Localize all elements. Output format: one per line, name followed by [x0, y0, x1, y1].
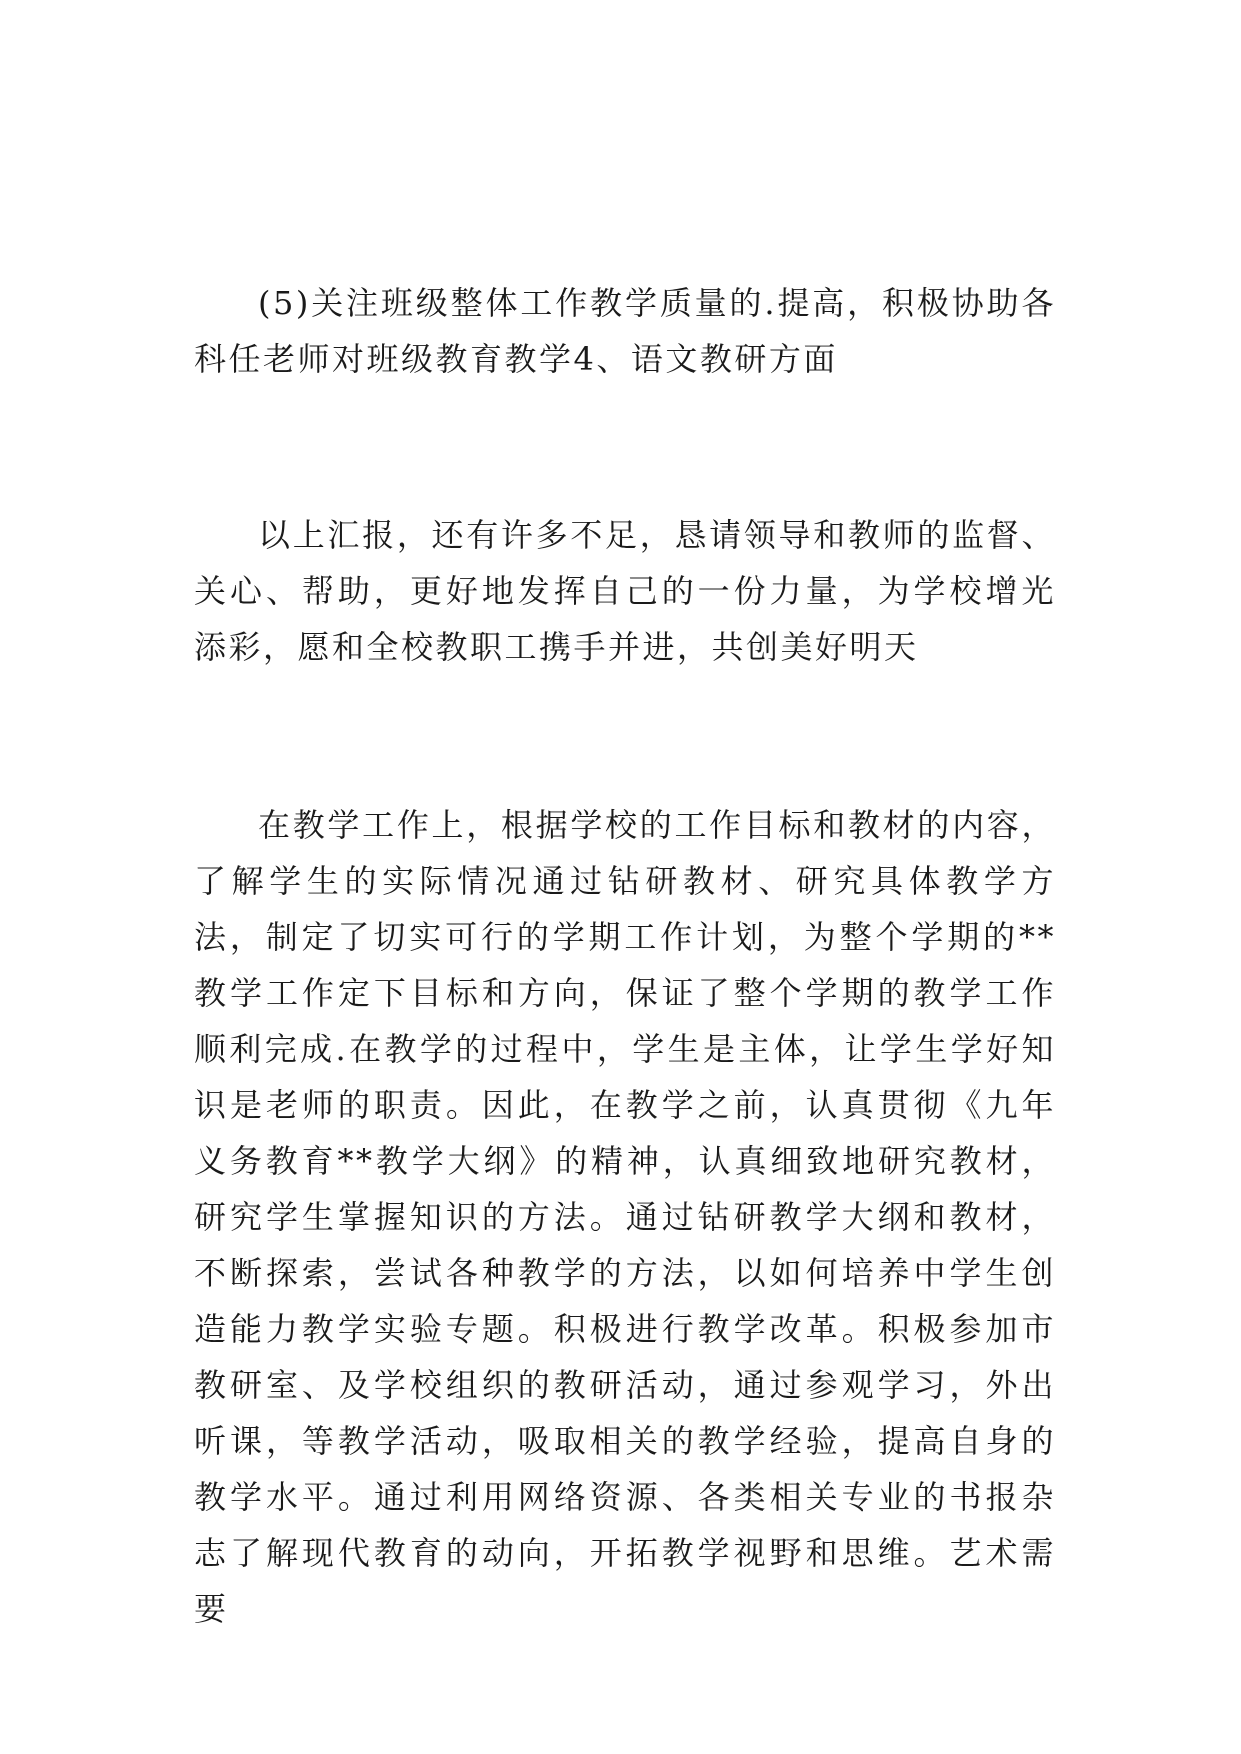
- paragraph-teaching-work: 在教学工作上，根据学校的工作目标和教材的内容，了解学生的实际情况通过钻研教材、研究具体教学方法，制定了切实可行的学期工作计划，为整个学期的**教学工作定下目标和方向，保证了整个学期的教学工作顺利完成.在教学的过程中，学生是主体，让学生学好知识是老师的职责。因此，在教学之前，认真贯彻《九年义务教育**教学大纲》的精神，认真细致地研究教材，研究学生掌握知识的方法。通过钻研教学大纲和教材，不断探索，尝试各种教学的方法，以如何培养中学生创造能力教学实验专题。积极进行教学改革。积极参加市教研室、及学校组织的教研活动，通过参观学习，外出听课，等教学活动，吸取相关的教学经验，提高自身的教学水平。通过利用网络资源、各类相关专业的书报杂志了解现代教育的动向，开拓教学视野和思维。艺术需要: [194, 806, 1056, 1628]
- paragraph-class-quality: (5)关注班级整体工作教学质量的.提高，积极协助各科任老师对班级教育教学4、语文教研方面: [194, 284, 1056, 378]
- paragraph-report-closing: 以上汇报，还有许多不足，恳请领导和教师的监督、关心、帮助，更好地发挥自己的一份力量，为学校增光添彩，愿和全校教职工携手并进，共创美好明天: [194, 516, 1056, 666]
